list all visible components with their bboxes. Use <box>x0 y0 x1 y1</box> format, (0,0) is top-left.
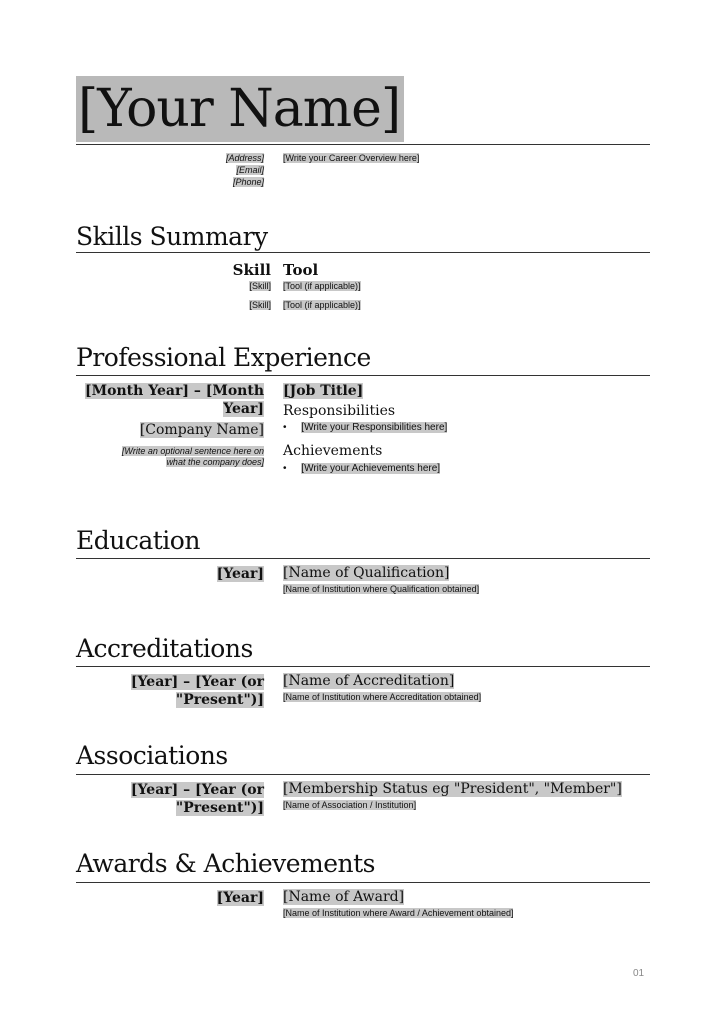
company-name: [Company Name] <box>139 422 264 438</box>
accreditation-years <box>70 673 264 709</box>
skill-column-header: Skill <box>232 261 271 279</box>
experience-dates-line1: [Month Year] – [Month <box>85 383 264 399</box>
accreditation-name: [Name of Accreditation] <box>283 673 455 689</box>
association-years-line2: "Present")] <box>175 800 264 816</box>
education-year: [Year] <box>216 566 264 582</box>
achievements-item: [Write your Achievements here] <box>301 463 441 474</box>
skill-row-1-skill: [Skill] <box>249 281 271 291</box>
responsibilities-label: Responsibilities <box>283 403 396 419</box>
phone-field: [Phone] <box>232 177 264 187</box>
accreditations-divider <box>76 666 650 667</box>
accreditations-heading: Accreditations <box>76 634 253 663</box>
company-description-line1: [Write an optional sentence here on <box>121 446 264 456</box>
skill-row-2-tool: [Tool (if applicable)] <box>283 300 361 310</box>
association-institution: [Name of Association / Institution] <box>283 800 417 810</box>
award-year: [Year] <box>216 890 264 906</box>
tool-column-header: Tool <box>283 261 319 279</box>
experience-heading: Professional Experience <box>76 343 371 372</box>
accreditation-institution: [Name of Institution where Accreditation obtained] <box>283 692 482 702</box>
skills-divider <box>76 252 650 253</box>
membership-status: [Membership Status eg "President", "Member"] <box>283 781 622 797</box>
education-heading: Education <box>76 526 200 555</box>
accreditation-years-line2: "Present")] <box>175 692 264 708</box>
responsibilities-list <box>283 422 447 434</box>
achievements-list <box>283 463 440 475</box>
skills-heading: Skills Summary <box>76 222 268 251</box>
award-name: [Name of Award] <box>283 889 405 905</box>
company-description <box>70 446 264 468</box>
skill-row-2-skill: [Skill] <box>249 300 271 310</box>
association-years-line1: [Year] – [Year (or <box>130 782 264 798</box>
awards-divider <box>76 882 650 883</box>
resume-name: [Your Name] <box>76 76 404 142</box>
award-institution: [Name of Institution where Award / Achievement obtained] <box>283 908 514 918</box>
job-title: [Job Title] <box>283 383 364 399</box>
bullet-icon: • <box>283 422 287 433</box>
association-years <box>70 781 264 817</box>
address-field: [Address] <box>225 153 264 163</box>
associations-divider <box>76 774 650 775</box>
awards-heading: Awards & Achievements <box>76 849 376 878</box>
contact-block <box>150 152 264 188</box>
page-number: 01 <box>633 968 645 979</box>
accreditation-years-line1: [Year] – [Year (or <box>130 674 264 690</box>
responsibilities-item: [Write your Responsibilities here] <box>301 422 448 433</box>
qualification-institution: [Name of Institution where Qualification obtained] <box>283 584 480 594</box>
skill-row-1-tool: [Tool (if applicable)] <box>283 281 361 291</box>
experience-dates <box>70 382 264 418</box>
experience-dates-line2: Year] <box>223 401 264 417</box>
header-divider <box>76 144 650 145</box>
achievements-label: Achievements <box>283 443 383 459</box>
career-overview: [Write your Career Overview here] <box>283 153 420 163</box>
education-divider <box>76 558 650 559</box>
qualification-name: [Name of Qualification] <box>283 565 450 581</box>
company-description-line2: what the company does] <box>166 457 264 467</box>
associations-heading: Associations <box>76 741 228 770</box>
bullet-icon: • <box>283 463 287 474</box>
experience-divider <box>76 375 650 376</box>
email-field: [Email] <box>236 165 264 175</box>
